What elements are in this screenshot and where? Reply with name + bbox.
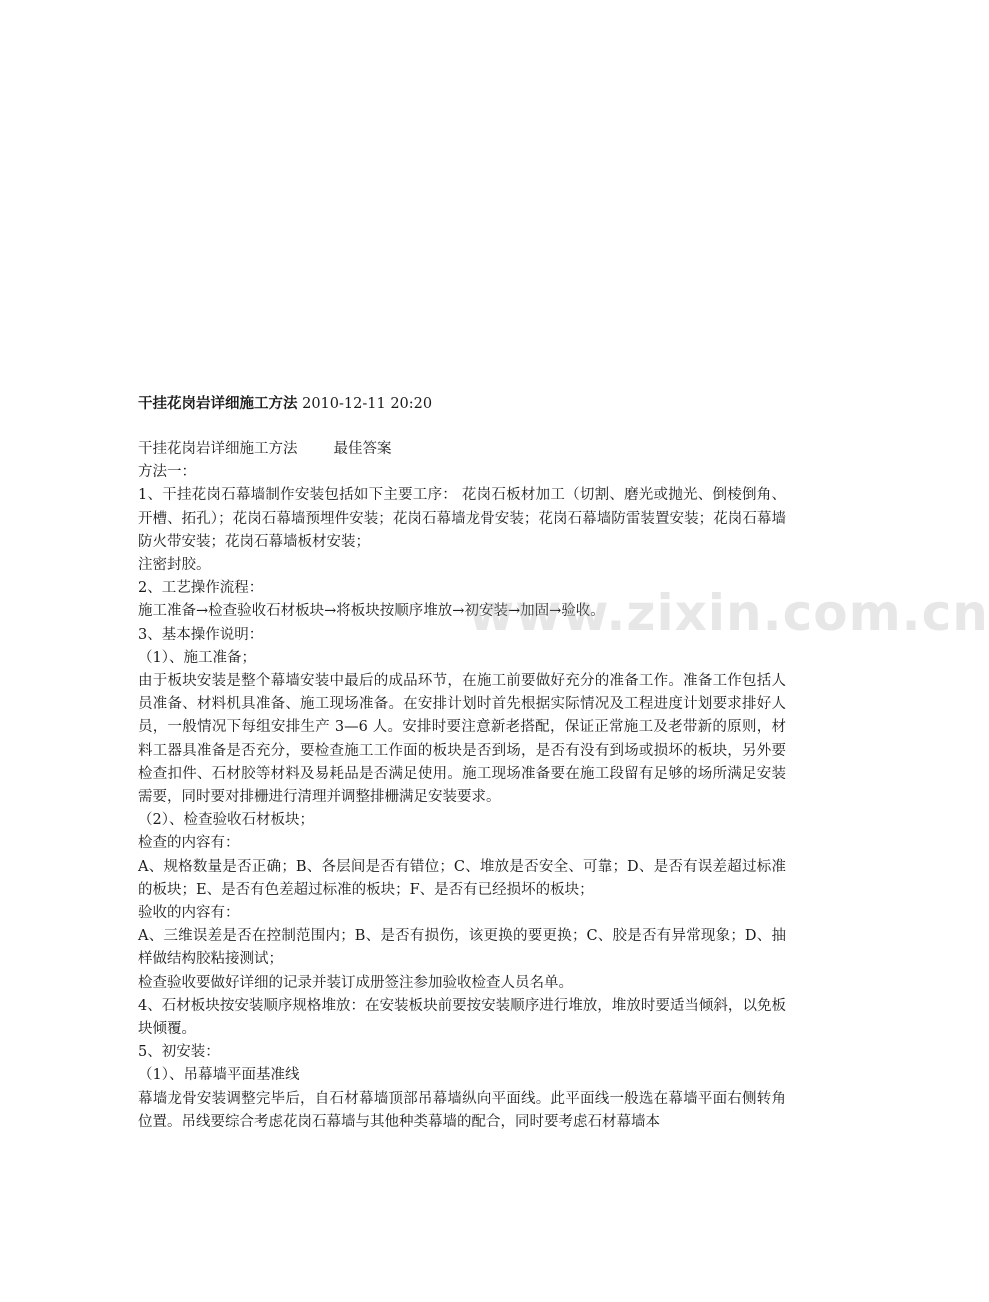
paragraph: 3、基本操作说明： (138, 626, 264, 643)
paragraph: 由于板块安装是整个幕墙安装中最后的成品环节，在施工前要做好充分的准备工作。准备工作包括人员准备、材料机具准备、施工现场准备。在安排计划时首先根据实际情况及工程进度计划要求排好人员，一般情况下每组安排生产 3—6 人。安排时要注意新老搭配，保证正常施工及老带新的原则，材料工器具准备是否充分，要检查施工工作面的板块是否到场，是否有没有到场或损坏的板块，另外要检查扣件、石材胶等材料及易耗品是否满足使用。施工现场准备要在施工段留有足够的场所满足安装需要，同时要对排栅进行清理并调整排栅满足安装要求。 (138, 673, 786, 806)
paragraph: 施工准备→检查验收石材板块→将板块按顺序堆放→初安装→加固→验收。 (138, 603, 605, 620)
subtitle-line (138, 438, 786, 461)
paragraph: A、三维误差是否在控制范围内；B、是否有损伤，该更换的要更换；C、胶是否有异常现象；D、抽样做结构胶粘接测试； (138, 928, 786, 968)
document-body (138, 392, 786, 1134)
paragraph: 2、工艺操作流程： (138, 580, 264, 597)
paragraph: 方法一： (138, 464, 196, 481)
paragraph: （1）、吊幕墙平面基准线 (138, 1067, 300, 1084)
article-header (138, 392, 786, 416)
site-watermark: www.zixin.com.cn (468, 584, 989, 642)
paragraph: 检查验收要做好详细的记录并装订成册签注参加验收检查人员名单。 (138, 974, 573, 991)
paragraph: 1、干挂花岗石幕墙制作安装包括如下主要工序： 花岗石板材加工（切割、磨光或抛光、倒棱倒角、开槽、拓孔）；花岗石幕墙预埋件安装；花岗石幕墙龙骨安装；花岗石幕墙防雷装置安装；花岗石幕墙防火带安装；花岗石幕墙板材安装； (138, 487, 786, 550)
paragraph: 4、石材板块按安装顺序规格堆放：在安装板块前要按安装顺序进行堆放，堆放时要适当倾斜，以免板块倾覆。 (138, 997, 786, 1038)
paragraph: A、规格数量是否正确；B、各层间是否有错位；C、堆放是否安全、可靠；D、是否有误差超过标准的板块；E、是否有色差超过标准的板块；F、是否有已经损坏的板块； (138, 858, 786, 898)
paragraph: 验收的内容有： (138, 905, 240, 922)
paragraph: 检查的内容有： (138, 835, 240, 852)
paragraph: 5、初安装： (138, 1044, 220, 1061)
article-date: 2010-12-11 20:20 (302, 396, 433, 412)
paragraph: 注密封胶。 (138, 557, 211, 574)
paragraph: （2）、检查验收石材板块； (138, 812, 314, 829)
paragraph: （1）、施工准备； (138, 649, 256, 666)
subtitle-text: 干挂花岗岩详细施工方法 (138, 441, 298, 457)
article-title: 干挂花岗岩详细施工方法 (138, 395, 298, 412)
paragraph: 幕墙龙骨安装调整完毕后，自石材幕墙顶部吊幕墙纵向平面线。此平面线一般选在幕墙平面右侧转角位置。吊线要综合考虑花岗石幕墙与其他种类幕墙的配合，同时要考虑石材幕墙本 (138, 1090, 786, 1130)
best-answer-label: 最佳答案 (333, 441, 392, 457)
